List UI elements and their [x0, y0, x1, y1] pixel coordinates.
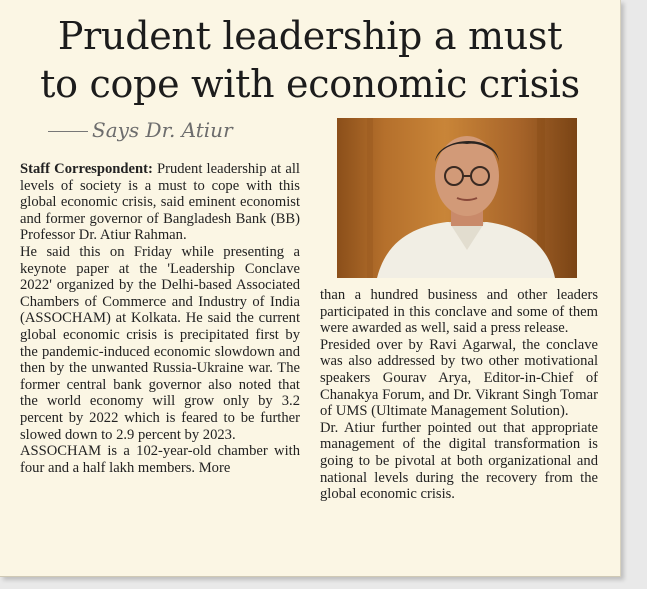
headline-line-1: Prudent leadership a must — [57, 14, 563, 58]
paragraph-3: ASSOCHAM is a 102-year-old chamber with four and a half lakh members. More — [20, 443, 300, 476]
portrait-illustration — [337, 118, 577, 278]
paragraph-1-text: Prudent leadership at all levels of society is a must to cope with this global economic crisis, said eminent economist and former governor of Bangladesh Bank (BB) Professor Dr. Atiur Rahman. — [20, 161, 300, 244]
article-column-1 — [20, 161, 300, 476]
portrait-photo — [337, 118, 577, 278]
paragraph-2: He said this on Friday while presenting a keynote paper at the 'Leadership Conclave 2022' organized by the Delhi-based Associated Chambers of Commerce and Industry of India (ASSOCHAM) at Kolkata. He said the current global economic crisis is precipitated first by the pandemic-induced economic slowdown and then by the unwanted Russia-Ukraine war. The former central bank governor also noted that the world economy will grow only by 3.2 percent by 2022 which is feared to be further slowed down to 2.9 percent by 2023. — [20, 243, 300, 443]
paragraph-6: Dr. Atiur further pointed out that appropriate management of the digital transformation is going to be pivotal at both organizational and national levels during the recovery from the global economic crisis. — [320, 419, 598, 503]
paragraph-4: than a hundred business and other leaders participated in this conclave and some of them were awarded as well, said a press release. — [320, 287, 598, 337]
article-column-2 — [320, 287, 598, 503]
headline — [0, 12, 620, 108]
headline-line-2: to cope with economic crisis — [40, 62, 580, 106]
byline-text: Says Dr. Atiur — [92, 118, 233, 142]
byline-rule — [48, 131, 88, 132]
paragraph-1 — [20, 161, 300, 244]
byline — [48, 118, 233, 142]
lead-label: Staff Correspondent: — [20, 161, 153, 177]
paragraph-5: Presided over by Ravi Agarwal, the conclave was also addressed by two other motivational speakers Gourav Arya, Editor-in-Chief of Chanakya Forum, and Dr. Vikrant Singh Tomar of UMS (Ultimate Management Solution). — [320, 336, 598, 420]
